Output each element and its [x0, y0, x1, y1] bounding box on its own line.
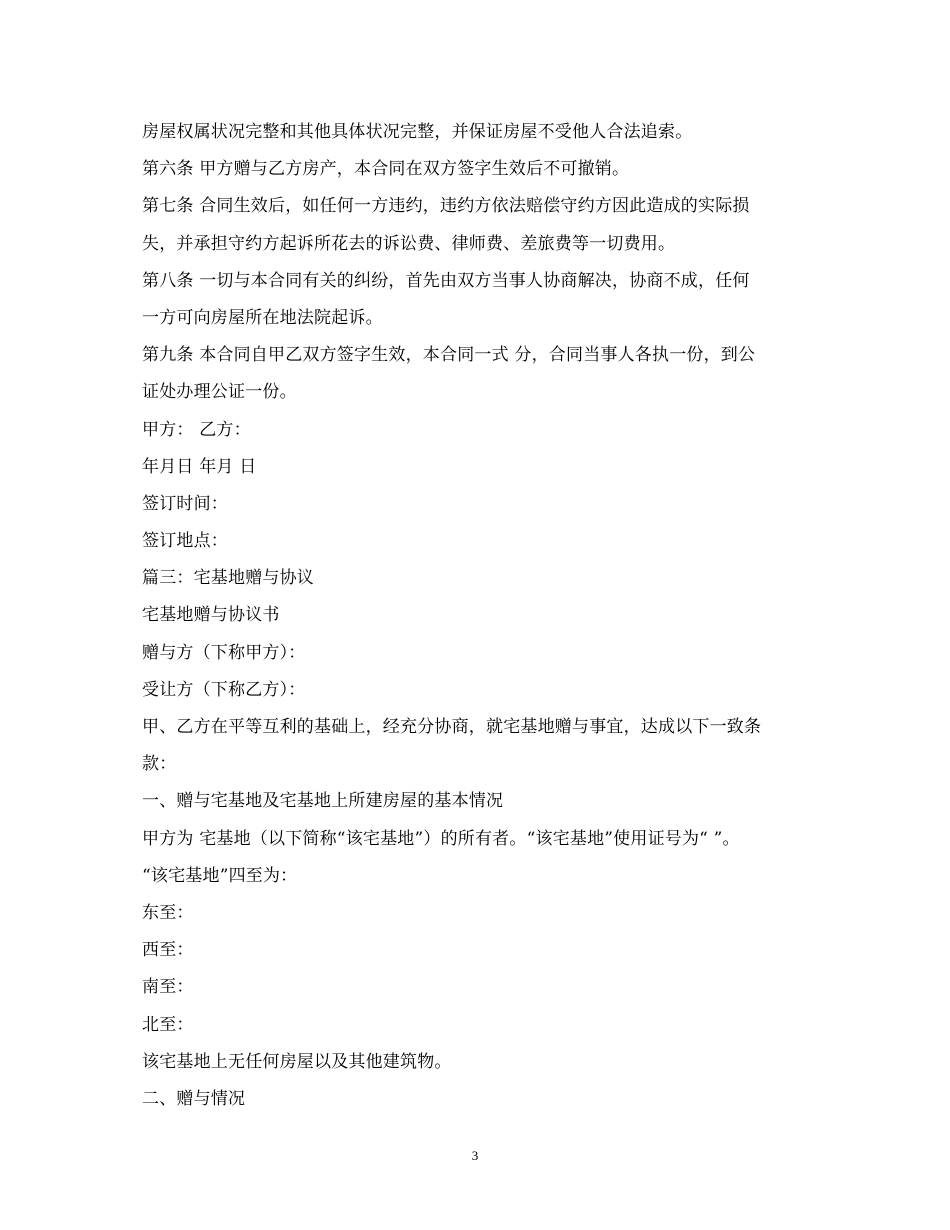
section-heading: 篇三：宅基地赠与协议 — [142, 568, 314, 589]
signing-place: 签订地点： — [142, 531, 228, 552]
preamble: 甲、乙方在平等互利的基础上，经充分协商，就宅基地赠与事宜，达成以下一致条 — [142, 717, 762, 737]
boundary-east: 东至： — [142, 902, 194, 923]
agreement-title: 宅基地赠与协议书 — [142, 605, 280, 626]
boundary-north: 北至： — [142, 1014, 194, 1035]
text-line: 证处办理公证一份。 — [142, 382, 297, 403]
signing-time: 签订时间： — [142, 493, 228, 514]
clause-8: 第八条 一切与本合同有关的纠纷，首先由双方当事人协商解决，协商不成，任何 — [142, 270, 750, 291]
signature-parties: 甲方： 乙方： — [142, 419, 251, 440]
clause-9: 第九条 本合同自甲乙双方签字生效，本合同一式 分，合同当事人各执一份，到公 — [142, 345, 756, 366]
signature-dates: 年月日 年月 日 — [142, 456, 257, 477]
section-2-heading: 二、赠与情况 — [142, 1088, 246, 1109]
text-line: 失，并承担守约方起诉所花去的诉讼费、律师费、差旅费等一切费用。 — [142, 233, 676, 254]
boundary-west: 西至： — [142, 940, 194, 961]
text-line: 款： — [142, 754, 177, 775]
recipient-field: 受让方（下称乙方）： — [142, 679, 306, 700]
no-buildings-statement: 该宅基地上无任何房屋以及其他建筑物。 — [142, 1051, 452, 1072]
text-line: 房屋权属状况完整和其他具体状况完整，并保证房屋不受他人合法追索。 — [142, 122, 693, 142]
text-line: 一方可向房屋所在地法院起诉。 — [142, 307, 383, 328]
section-1-heading: 一、赠与宅基地及宅基地上所建房屋的基本情况 — [142, 791, 504, 812]
clause-6: 第六条 甲方赠与乙方房产，本合同在双方签字生效后不可撤销。 — [142, 159, 630, 180]
page-number: 3 — [471, 1148, 479, 1163]
clause-7: 第七条 合同生效后，如任何一方违约，违约方依法赔偿守约方因此造成的实际损 — [142, 196, 750, 217]
document-body — [142, 114, 812, 1118]
boundaries-heading: “该宅基地”四至为： — [142, 865, 298, 886]
donor-field: 赠与方（下称甲方）： — [142, 642, 306, 663]
boundary-south: 南至： — [142, 977, 194, 998]
owner-statement: 甲方为 宅基地（以下简称“该宅基地”）的所有者。“该宅基地”使用证号为“ ”。 — [142, 828, 740, 849]
